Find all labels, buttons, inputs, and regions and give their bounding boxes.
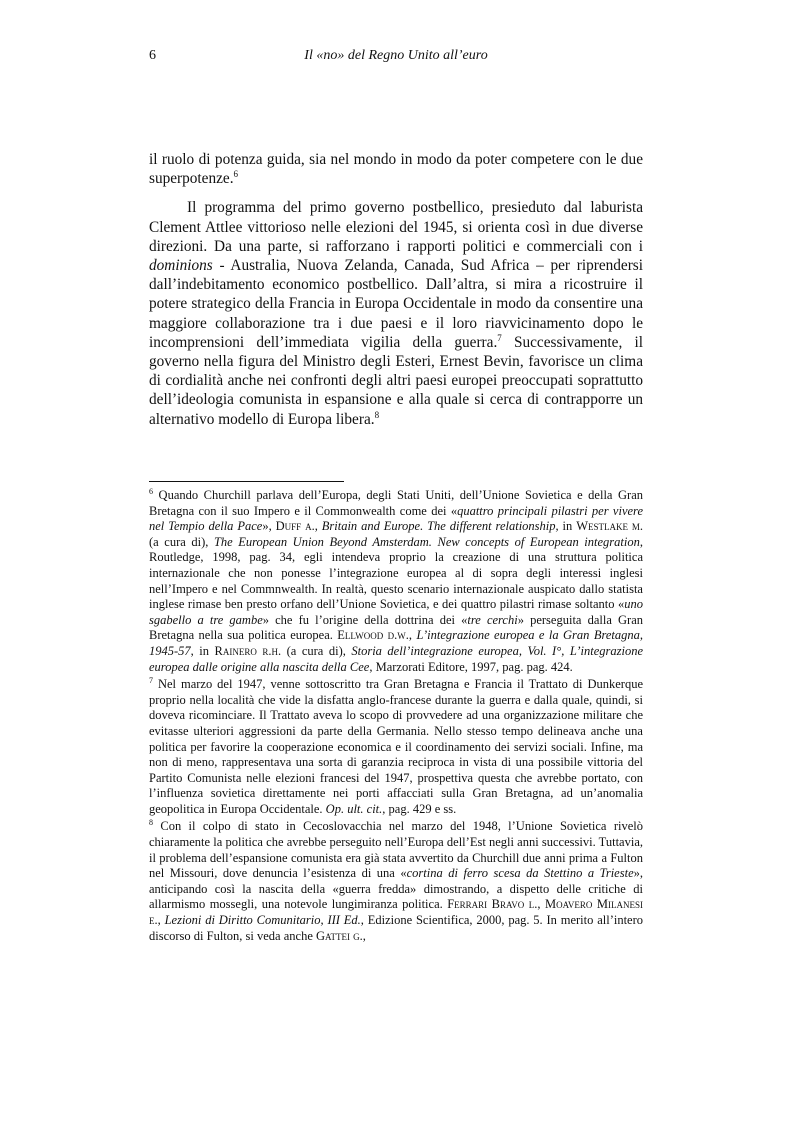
fn8-text: Con il colpo di stato in Cecoslovacchia nel marzo del 1948, l’Unione Sovietica rivelò chiaramente la politica che avrebbe perseguito nell’Europa dell’Est negli anni successivi. Tuttavia, il problema dell’espansione comunista era già stata avvertito da Churchill due anni prima a Fulton nel Missouri, dove denuncia l’esistenza di una « [149, 819, 643, 881]
fn8-author: Ferrari Bravo l., Moavero Milanesi e. [149, 897, 643, 928]
footnote-ref-8: 8 [374, 409, 380, 420]
fn6-italic: quattro principali pilastri per vivere nel Tempio della Pace [149, 503, 644, 534]
footnote-6 [149, 488, 643, 675]
fn6-author: Rainero r.h. [214, 643, 282, 658]
footnotes [149, 488, 643, 946]
fn6-text: (a cura di), [281, 643, 352, 658]
fn6-italic: Britain and Europe. The different relationship, [321, 519, 559, 534]
paragraph-1-text: il ruolo di potenza guida, sia nel mondo in modo da poter competere con le due superpotenze. [149, 151, 643, 188]
footnote-7 [149, 677, 643, 817]
fn6-text: in [558, 519, 577, 534]
paragraph-1 [149, 150, 643, 188]
dominions-term: dominions [149, 257, 213, 275]
fn6-italic: tre cerchi [467, 612, 518, 627]
footnote-ref-7: 7 [497, 332, 502, 343]
paragraph-2 [149, 198, 643, 428]
fn7-text: Nel marzo del 1947, venne sottoscritto tra Gran Bretagna e Francia il Trattato di Dunkerque proprio nella località che vide la disfatta anglo-francese durante la guerra e dalla quale, quindi, si doveva ricominciare. Il Trattato aveva lo scopo di provvedere ad una organizzazione militare che evitasse ulteriori aggressioni da parte della Germania. Nello stesso tempo delineava anche una politica per favorire la cooperazione economica e il coordinamento dei servizi sociali. Infine, ma non di meno, rappresentava una sorta di garanzia reciproca in vista di una possibile vittoria del Partito Comunista nelle elezioni francesi del 1947, prospettiva questa che avrebbe portato, con l’influenza sovietica direttamente nei porti affacciati sulla Gran Bretagna, ad un’anomalia geopolitica in Europa Occidentale. [149, 677, 643, 816]
fn8-text: , Edizione Scientifica, 2000, pag. 5. In merito all’intero discorso di Fulton, si veda anche [149, 913, 644, 943]
page-number: 6 [149, 48, 156, 63]
paragraph-2-text-d: Successivamente, il governo nella figura del Ministro degli Esteri, Ernest Bevin, favorisce un clima di cordialità anche nei confronti degli altri paesi europei preoccupati soprattutto dell’ideologia comunista in espansione e alla quale si cerca di contrapporre un alternativo modello di Europa libera. [149, 333, 644, 428]
fn7-italic: Op. ult. cit. [325, 801, 383, 816]
fn8-italic: Lezioni di Diritto Comunitario, III Ed. [164, 913, 361, 928]
fn8-text: , [157, 913, 165, 928]
fn8-italic: cortina di ferro scesa da Stettino a Trieste [406, 866, 634, 881]
footnote-8-number: 8 [149, 818, 153, 828]
paragraph-2-text-a: Il programma del primo governo postbellico, presieduto dal laburista Clement Attlee vittorioso nelle elezioni del 1945, si orienta così in due diverse direzioni. Da una parte, si rafforzano i rapporti politici e commerciali con i [149, 199, 643, 255]
footnote-7-number: 7 [149, 675, 153, 685]
running-title: Il «no» del Regno Unito all’euro [304, 48, 488, 63]
fn6-text: , [408, 628, 417, 643]
fn6-author: Westlake m. [576, 519, 644, 534]
footnote-8 [149, 819, 643, 944]
fn6-text: , Routledge, 1998, pag. 34, egli intendeva proprio la creazione di una struttura politica internazionale che non ponesse l’integrazione europea al di sopra degli interessi inglesi nell’Impero e nel Commnwealth. In realtà, questo scenario internazionale auspicato dallo statista inglese rimase ben presto orfano dell’Unione Sovietica, e dei quattro pilastri rimase soltanto « [149, 534, 643, 612]
fn6-italic: L’integrazione europea e la Gran Bretagna, 1945-57 [149, 628, 644, 658]
fn6-author: Ellwood d.w. [337, 628, 409, 643]
fn6-text: » che fu l’origine della dottrina dei « [262, 612, 468, 627]
fn6-text: (a cura di), [149, 534, 214, 549]
fn8-text: », anticipando così la nascita della «guerra fredda» dimostrando, a dispetto delle critiche di allarmismo mossegli, una notevole lungimiranza politica. [149, 866, 643, 912]
fn8-text: , [362, 928, 366, 943]
fn6-text: , [314, 519, 322, 534]
fn8-author: Gattei g. [316, 928, 363, 943]
body-text [149, 150, 643, 429]
fn6-italic: Storia dell’integrazione europea, Vol. I°, L’integrazione europea dalle origine alla nascita della Cee [149, 643, 643, 674]
footnote-6-number: 6 [149, 486, 153, 496]
fn6-text: , Marzorati Editore, 1997, pag. pag. 424. [369, 659, 573, 674]
fn6-text: , in [190, 643, 215, 658]
footnote-ref-6: 6 [233, 169, 239, 180]
fn6-italic: The European Union Beyond Amsterdam. New concepts of European integration [213, 534, 640, 549]
fn6-text: Quando Churchill parlava dell’Europa, degli Stati Uniti, dell’Unione Sovietica e della Gran Bretagna con il suo Impero e il Commonwealth come dei « [149, 488, 643, 518]
fn6-text: » perseguita dalla Gran Bretagna nella sua politica europea. [149, 612, 643, 643]
paragraph-2-text-c: - Australia, Nuova Zelanda, Canada, Sud Africa – per riprendersi dall’indebitamento economico postbellico. Dall’altra, si mira a ricostruire il potere strategico della Francia in Europa Occidentale in modo da consentire una maggiore collaborazione tra i due paesi e il loro riavvicinamento dopo le incomprensioni dell’immediata vigilia della guerra. [149, 257, 643, 351]
footnote-separator [149, 481, 344, 482]
fn6-text: », [262, 519, 276, 534]
fn6-author: Duff a. [275, 519, 315, 534]
fn6-italic: uno sgabello a tre gambe [149, 597, 643, 627]
page-header [149, 48, 643, 68]
fn7-text: , pag. 429 e ss. [382, 801, 457, 816]
